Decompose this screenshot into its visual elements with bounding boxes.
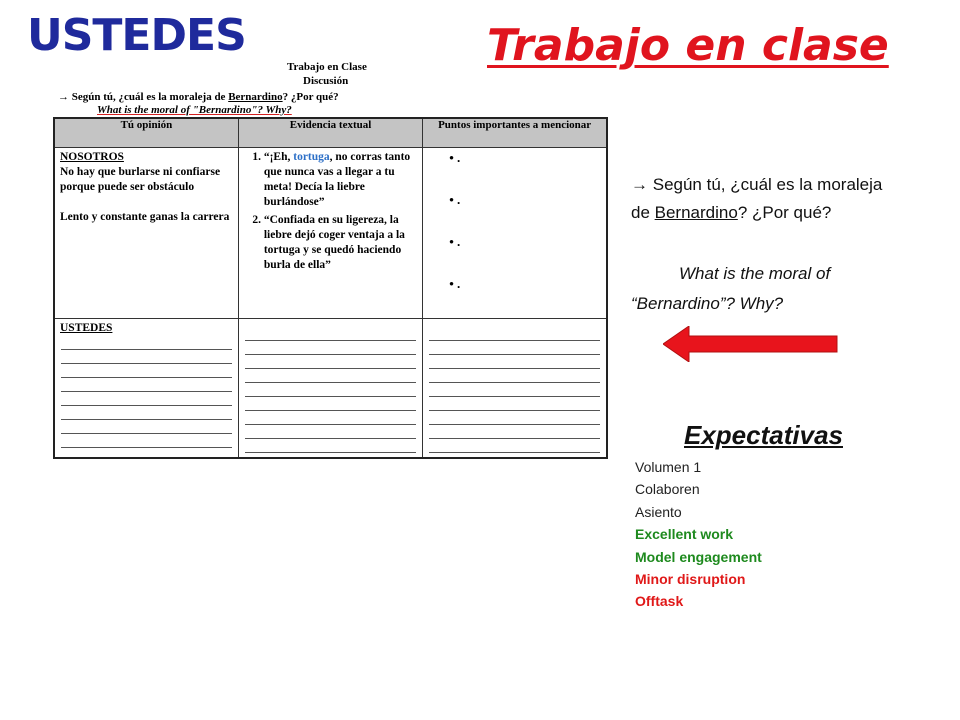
question-en xyxy=(631,259,891,319)
question-es-link: Bernardino xyxy=(654,203,738,222)
worksheet-subtitle: Discusión xyxy=(303,75,349,87)
ustedes-points-cell xyxy=(423,319,607,459)
expectation-item: Colaboren xyxy=(635,481,700,498)
point-item: • . xyxy=(449,150,461,165)
nosotros-opinion-2: Lento y constante ganas la carrera xyxy=(60,211,230,223)
evidence-2-text-b: de ella” xyxy=(290,259,331,271)
ustedes-title: USTEDES xyxy=(27,10,246,61)
worksheet-question-prefix: → Según tú, ¿cuál es la moraleja de xyxy=(58,91,229,103)
evidence-2-bold-word-2: burla xyxy=(263,259,291,271)
evidence-1-text-b: , no corras tanto que nunca vas a llegar a tu meta! Decía la liebre xyxy=(263,151,411,193)
evidence-2-bold-word: “Confiada xyxy=(263,214,315,226)
question-es xyxy=(631,171,901,227)
expectation-item: Model engagement xyxy=(635,548,762,565)
opinion-blank-lines xyxy=(55,336,238,452)
evidence-item-2 xyxy=(264,213,417,273)
evidence-item-1 xyxy=(264,150,417,210)
evidence-blank-lines xyxy=(239,319,422,457)
question-es-text: Según tú, ¿cuál es la moraleja de xyxy=(631,175,883,222)
right-arrow-icon: → xyxy=(631,175,648,194)
nosotros-label: NOSOTROS xyxy=(60,151,124,163)
expectations-title: Expectativas xyxy=(684,420,843,450)
point-item: • . xyxy=(449,276,461,291)
expectation-item: Excellent work xyxy=(635,526,734,543)
main-title: Trabajo en clase xyxy=(487,20,889,71)
nosotros-evidence-cell xyxy=(238,148,422,319)
evidence-1-bold-word: burlándose” xyxy=(263,196,325,208)
points-blank-lines xyxy=(423,319,606,457)
table-header-row xyxy=(54,118,607,148)
question-en-text: What is the moral of “Bernardino”? Why? xyxy=(631,264,831,313)
worksheet-question-en: What is the moral of "Bernardino"? Why? xyxy=(97,104,292,116)
left-arrow-icon xyxy=(663,326,839,362)
evidence-1-text: “¡Eh, xyxy=(263,151,294,163)
question-es-text-2: ? ¿Por qué? xyxy=(737,203,832,222)
evidence-1-blue-word: tortuga xyxy=(293,151,330,163)
header-evidence: Evidencia textual xyxy=(238,118,422,148)
worksheet-table xyxy=(53,117,608,459)
ustedes-evidence-cell xyxy=(238,319,422,459)
nosotros-opinion-1: No hay que burlarse ni confiarse porque puede ser obstáculo xyxy=(60,166,221,193)
nosotros-opinion-cell xyxy=(54,148,238,319)
point-item: • . xyxy=(449,192,461,207)
expectations-list xyxy=(635,456,762,613)
nosotros-row xyxy=(54,148,607,319)
ustedes-opinion-cell xyxy=(54,319,238,459)
evidence-2-text: en su ligereza, la liebre dejó coger ventaja a la tortuga y se quedó haciendo xyxy=(263,214,405,256)
header-opinion: Tú opinión xyxy=(54,118,238,148)
worksheet-question-link: Bernardino xyxy=(228,91,283,103)
point-item: • . xyxy=(449,234,461,249)
ustedes-label: USTEDES xyxy=(60,322,113,334)
worksheet-question xyxy=(58,91,339,103)
expectation-item: Asiento xyxy=(635,503,682,520)
worksheet-question-suffix: ? ¿Por qué? xyxy=(282,91,339,103)
expectation-item: Offtask xyxy=(635,593,684,610)
ustedes-row xyxy=(54,319,607,459)
nosotros-points-cell xyxy=(423,148,607,319)
expectation-item: Volumen 1 xyxy=(635,459,702,475)
worksheet-title: Trabajo en Clase xyxy=(287,61,367,73)
expectation-item: Minor disruption xyxy=(635,571,746,588)
header-points: Puntos importantes a mencionar xyxy=(423,118,607,148)
